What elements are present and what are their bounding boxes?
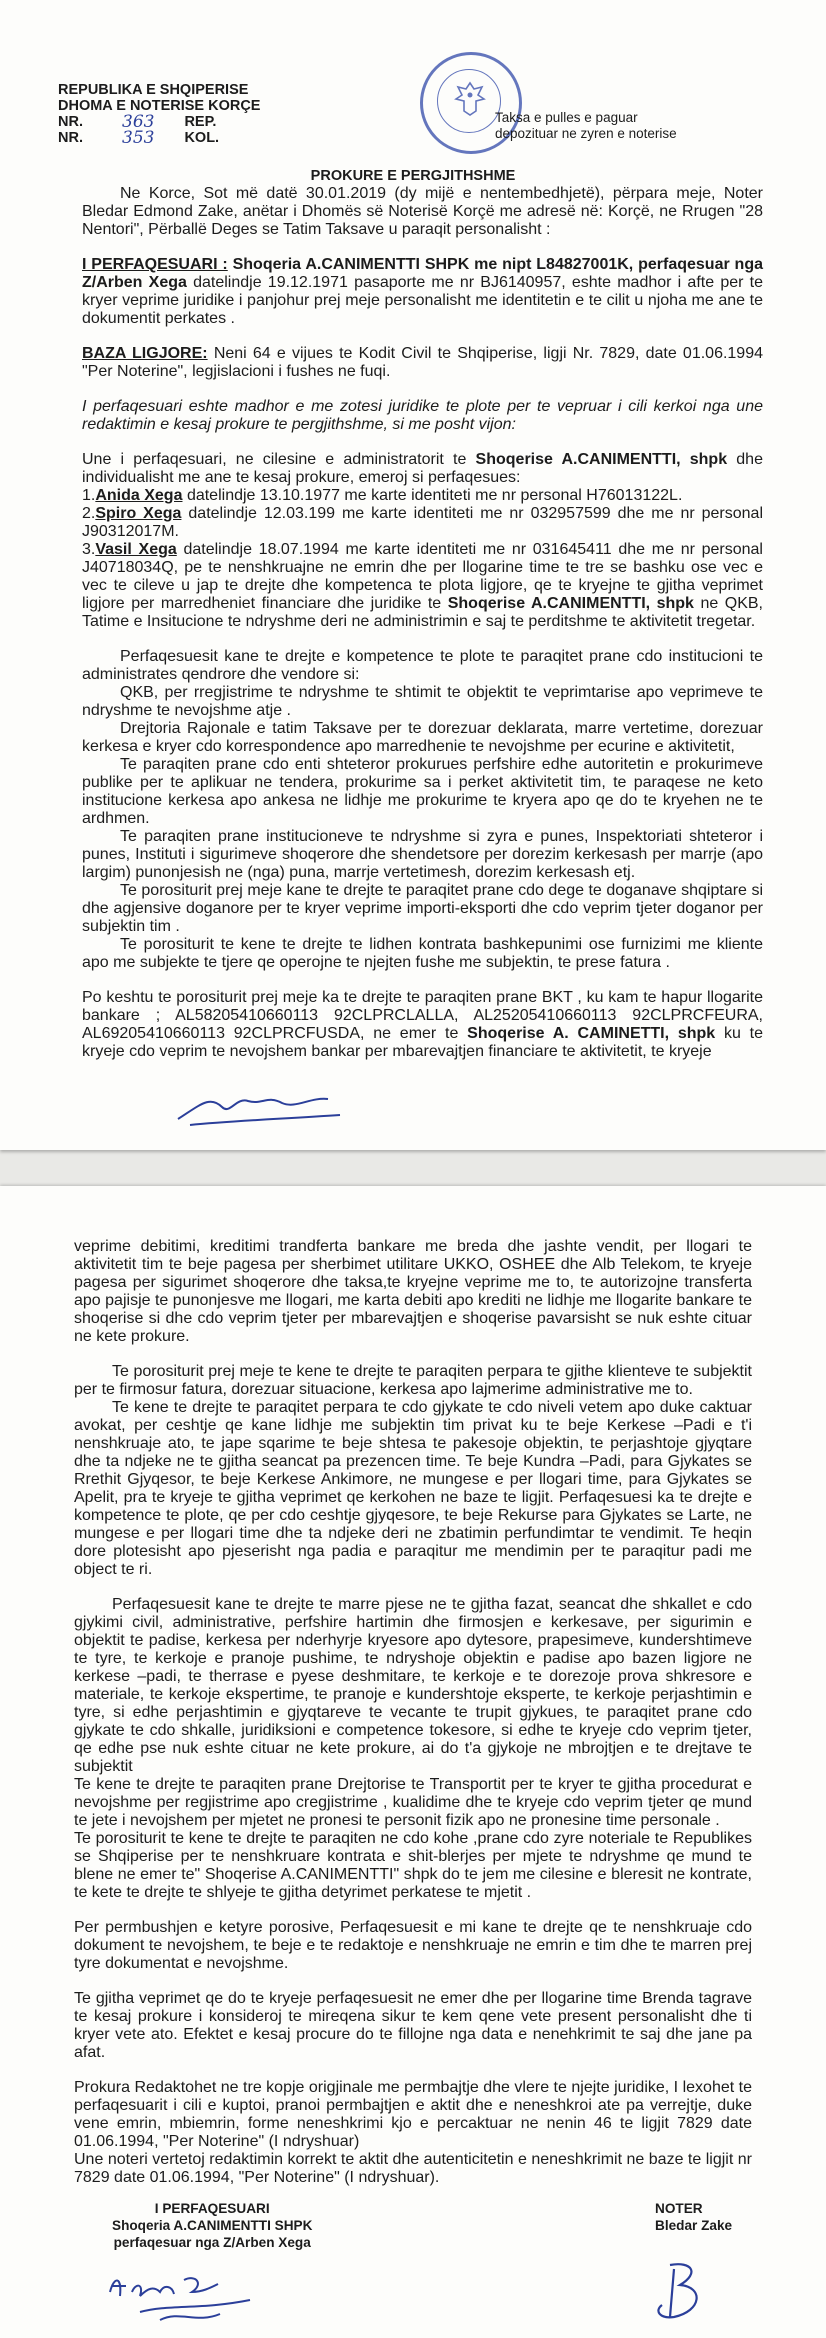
bank-pre: Po keshtu te porositurit prej meje ka te drejte te paraqiten prane BKT , ku kam te hapur llogarite bankare ; AL58205410660113 92CLPRCLALLA, AL25205410660113 92CLPRCFEURA, AL69205410660113 92CLPRCFUSDA, ne emer te: [82, 989, 763, 1042]
clause-paragraph: Te paraqiten prane cdo enti shteteror prokurues perfshire edhe autoritetin e prokurimeve publike per te aplikuar ne tendera, prokurime sa i perket aktivitetit tim, te paraqese ne keto institucione kerkesa apo ankesa ne lidhje me prokurime te kryera apo qe do te kryehen ne te ardhmen.: [82, 756, 763, 827]
representative-handwritten-signature: [100, 2262, 280, 2332]
clause-paragraph: Te porositurit prej meje kane te drejte te paraqitet prane cdo dege te doganave shqiptare si dhe agjensive doganore per te kryer veprime importi-eksporti dhe cdo veprim tjeter doganor per subjektin tim .: [82, 882, 763, 935]
agent-details: datelindje 12.03.199 me karte identiteti me nr 032957599 dhe me nr personal J90312017M.: [82, 505, 764, 540]
notary-handwritten-signature: [640, 2255, 730, 2335]
notary-signature-block: [655, 2200, 732, 2234]
representative-details: datelindje 19.12.1971 pasaporte me nr BJ6140957, eshte madhor i afte per te kryer veprime juridike i panjohur prej meje personalisht me identitetin e te cilit u njoha me ane te dokumentit perkates .: [82, 274, 763, 327]
page-2-body: [74, 1238, 752, 2187]
bank-post: ku te kryeje cdo veprim te nevojshem bankar per mbarevajtjen financiare te aktivitetit, te kryeje: [82, 1025, 763, 1060]
clause-paragraph: Drejtoria Rajonale e tatim Taksave per te dorezuar deklarata, marre vertetime, dorezuar kerkesa e kryer cdo korrespondence apo marredhenie te nevojshme per ecurine e aktivitetit,: [82, 720, 763, 755]
agent-number: 2.: [82, 505, 96, 522]
bank-paragraph: [82, 989, 763, 1061]
clause-paragraph: Te paraqiten prane institucioneve te ndryshme si zyra e punes, Inspektoriati shteteror i punes, Instituti i sigurimeve shoqerore dhe shendetsore per dorezim kerkesash per marrje (apo largim) punonjesish ne (nga) puna, marrje vertetimesh, dorezim kerkesash etj.: [82, 828, 763, 881]
clause-paragraph: veprime debitimi, kreditimi trandferta bankare me breda dhe jashte vendit, per llogari te aktivitetit tim te beje pagesa per sherbimet utilitare UKKO, OSHEE dhe Alb Telekom, te kryeje pagesa per sigurimet shoqerore dhe taksa,te kryejne veprime me to, te autorizojne transferta apo pajisje te punonjesve me llogari, me karta debiti apo krediti ne lidhje me llogarite bankare te shoqerise si dhe cdo veprim tjeter per mbarevajtjen e shoqerise pavarsisht se nuk eshte cituar ne kete prokure.: [74, 1238, 752, 1345]
appointment-post: dhe individualisht me ane te kesaj prokure, emeroj si perfaqesues:: [82, 451, 763, 486]
agent-3: [82, 541, 763, 631]
fees-note: [495, 110, 677, 142]
kol-label: KOL.: [184, 130, 220, 146]
agent-name: Spiro Xega: [95, 505, 182, 522]
kol-number-row: [58, 130, 260, 146]
chamber-title: DHOMA E NOTERISE KORÇE: [58, 98, 261, 114]
legal-basis-text: Neni 64 e vijues te Kodit Civil te Shqiperise, ligji Nr. 7829, date 01.06.1994 "Per Noterine", legjislacioni i fushes ne fuqi.: [82, 345, 764, 380]
signature-left-rep: perfaqesuar nga Z/Arben Xega: [113, 2235, 311, 2250]
agent-name: Anida Xega: [95, 487, 183, 504]
document-header: [58, 82, 260, 146]
clause-paragraph: Te porositurit te kene te drejte te paraqiten ne cdo kohe ,prane cdo zyre noteriale te Republikes se Shqiperise per te nenshkruare kontrata e shit-blerjes per mjete te ndryshme qe mund te blene ne emer te" Shoqerise A.CANIMENTTI" shpk do te jem me cilesine e bleresit ne kontrate, te kete te drejte te shlyeje te gjitha detyrimet perkatese te mjetit .: [74, 1830, 752, 1901]
eagle-emblem-icon: [452, 79, 488, 119]
representative-paragraph: [82, 256, 763, 328]
legal-basis-paragraph: [82, 345, 763, 381]
kol-number-handwritten: 353: [122, 128, 155, 148]
fees-line-1: Taksa e pulles e paguar: [495, 110, 638, 125]
signature-left-company: Shoqeria A.CANIMENTTI SHPK: [112, 2218, 313, 2233]
signature-right-name: Bledar Zake: [655, 2218, 733, 2233]
legal-basis-label: BAZA LIGJORE:: [82, 345, 208, 362]
italic-statement: I perfaqesuari eshte madhor e me zotesi juridike te plote per te vepruar i cili kerkoi nga une redaktimin e kesaj prokure te pergjithshme, si me posht vijon:: [82, 398, 763, 433]
rep-number-handwritten: 363: [122, 112, 155, 132]
rep-label: REP.: [184, 114, 217, 130]
agent-2: [82, 505, 763, 541]
republic-title: REPUBLIKA E SHQIPERISE: [58, 82, 249, 98]
clause-paragraph: Te porositurit prej meje te kene te drejte te paraqiten perpara te gjithe klienteve te subjektit per te firmosur fatura, dorezuar situacione, kerkesa apo lajmerime administrative me to.: [74, 1363, 752, 1398]
page-1-body: [82, 185, 763, 1061]
agent-details: datelindje 18.07.1994 me karte identiteti me nr 031645411 dhe me nr personal J40718034Q, pe te nenshkruajne ne emrin dhe per llogarine time te tre se bashku ose vec e vec te cileve u jap te drejte dhe kompetenca te plota ligjore, qe te kryejne te gjitha veprimet ligjore per marredheniet financiare dhe juridike te: [82, 541, 763, 612]
representative-signature-block: [112, 2200, 312, 2251]
agent-1: [82, 487, 763, 505]
signature-left-title: I PERFAQESUARI: [154, 2201, 270, 2216]
notary-certification: Une noteri vertetoj redaktimin korrekt te aktit dhe autenticitetin e neneshkrimit ne baze te ligjit nr 7829 date 01.06.1994, "Per Noterine" (I ndryshuar).: [74, 2151, 752, 2186]
document-title: PROKURE E PERGJITHSHME: [310, 168, 516, 184]
closing-paragraph: Prokura Redaktohet ne tre kopje origjinale me permbajtje dhe vlere te njejte juridike, I lexohet te perfaqesuarit i cili e kuptoi, pranoi permbajtjen e aktit dhe e neneshkroi ate pa verrejtje, duke vene emrin, mbiemrin, forme neneshkrimi kjo e percaktuar ne nenin 46 te ligjit 7829 date 01.06.1994, "Per Noterine" (I ndryshuar): [74, 2079, 752, 2150]
appointment-pre: Une i perfaqesuari, ne cilesine e administratorit te: [82, 451, 467, 468]
representative-company: Shoqeria A.CANIMENTTI SHPK me nipt L84827001K, perfaqesuar nga Z/Arben Xega: [82, 256, 763, 291]
agent-name: Vasil Xega: [95, 541, 177, 558]
clause-paragraph: Te kene te drejte te paraqiten prane Drejtorise te Transportit per te kryer te gjitha procedurat e nevojshme per regjistrime apo cregjistrime , kualidime dhe te kryeje cdo veprim tjeter qe mund te jete i nevojshem per mjetet ne pronesi te personit fizik apo ne pronesine time personale .: [74, 1776, 752, 1829]
page-gap: [0, 1150, 826, 1186]
bank-company: Shoqerise A. CAMINETTI, shpk: [467, 1025, 716, 1042]
nr-label: NR.: [58, 130, 83, 146]
clause-paragraph: Perfaqesuesit kane te drejte te marre pjese ne te gjitha fazat, seancat dhe shkallet e cdo gjykimi civil, administrative, perfshire hartimin dhe firmosjen e kerkesave, per sigurimin e objektit te padise, kerkesa per nderhyrje kryesore apo dytesore, prapesimeve, kundershtimeve te tyre, te kerkoje e pranoje pushime, te ndryshoje objektin e padise apo bazen ligjore ne kerkese –padi, te therrase e pyese deshmitare, te kerkoje e te dorezoje prova shkresore e materiale, te kerkoje ekspertime, te pranoje e kundershtoje eksperte, te kerkoje perjashtimin e tyre, si edhe perjashtimin e gjyqtareve te vecante te trupit gjykues, te paraqitet prane cdo gjykate te cdo shkalle, juridiksioni e competence tokesore, si edhe te kryeje cdo veprim tjeter, qe edhe pse nuk eshte cituar ne kete prokure, ai do t'a gjykoje ne mbrojtjen e te drejtave te subjektit: [74, 1596, 752, 1775]
nr-label: NR.: [58, 114, 83, 130]
agent-number: 3.: [82, 541, 96, 558]
fees-line-2: depozituar ne zyren e noterise: [495, 126, 677, 141]
appointment-company: Shoqerise A.CANIMENTTI, shpk: [475, 451, 728, 468]
representative-label: I PERFAQESUARI :: [82, 256, 228, 273]
agent-details: datelindje 13.10.1977 me karte identiteti me nr personal H76013122L.: [186, 487, 683, 504]
clause-paragraph: Te kene te drejte te paraqitet perpara te cdo gjykate te cdo niveli vetem apo duke caktuar avokat, per ceshtje qe kane lidhje me subjektin tim privat ku te beje Kerkese –Padi e t'i nenshkruaje ato, te jape sqarime te beje shtesa te pakesoje objektin, te perjashtoje gjyqtare dhe ta ndjeke ne te gjitha seancat pa prezencen time. Te beje Kundra –Padi, para Gjykates se Rrethit Gjyqesor, te beje Kerkese Ankimore, ne mungese e per llogari time, para Gjykates se Apelit, pra te kryeje te gjitha veprimet qe kerkohen ne baze te ligjit. Perfaqesuesi ka te drejte e kompetence te plote, qe per cdo ceshtje gjyqesore, te beje Rekurse para Gjykates se Larte, ne mungese e per llogari time dhe ta ndjeke deri ne zbatimin perfundimtar te vendimit. Te heqin dore plotesisht apo pjeserisht nga padia e paraqitur me mendimin per te paraqitur padi me object te ri.: [74, 1399, 752, 1578]
signature-right-title: NOTER: [655, 2201, 703, 2216]
rep-number-row: [58, 114, 260, 130]
clause-paragraph: Te porositurit te kene te drejte te lidhen kontrata bashkepunimi ose furnizimi me kliente apo me subjekte te tjere qe operojne te njejten fushe me subjektin, te prese fatura .: [82, 936, 763, 971]
agent-number: 1.: [82, 487, 96, 504]
page-1-initials-signature: [170, 1075, 370, 1135]
clause-paragraph: Per permbushjen e ketyre porosive, Perfaqesuesit e mi kane te drejte qe te nenshkruaje cdo dokument te nevojshem, te beje e te redaktoje e nenshkruaje ne emrin e tim dhe te marren prej tyre dokumentat e nevojshme.: [74, 1919, 752, 1972]
intro-paragraph: Ne Korce, Sot më datë 30.01.2019 (dy mijë e nentembedhjetë), përpara meje, Noter Bledar Edmond Zake, anëtar i Dhomës së Noterisë Korçë me adresë në: Korçë, ne Rrugen "28 Nentori", Përballë Deges se Tatim Taksave u paraqit personalisht :: [82, 185, 763, 238]
appointment-paragraph: [82, 451, 763, 487]
clause-paragraph: QKB, per rregjistrime te ndryshme te shtimit te objektit te veprimtarise apo veprimeve te ndryshme te nevojshme atje .: [82, 684, 763, 719]
clause-paragraph: Te gjitha veprimet qe do te kryeje perfaqesuesit ne emer dhe per llogarine time Brenda tagrave te kesaj prokure i konsideroj te mireqena sikur te kem qene vete present personalisht dhe ti kryer vete ato. Efektet e kesaj procure do te fillojne nga data e nenehkrimit te saj dhe jane pa afat.: [74, 1990, 752, 2061]
agent-3-company: Shoqerise A.CANIMENTTI, shpk: [447, 595, 694, 612]
clause-paragraph: Perfaqesuesit kane te drejte e kompetence te plote te paraqitet prane cdo institucioni te administrates qendrore dhe vendore si:: [82, 648, 763, 683]
agent-3-tail: ne QKB, Tatime e Insitucione te ndryshme deri ne administrimin e saj te perditshme te aktivitetit tregetar.: [82, 595, 764, 630]
